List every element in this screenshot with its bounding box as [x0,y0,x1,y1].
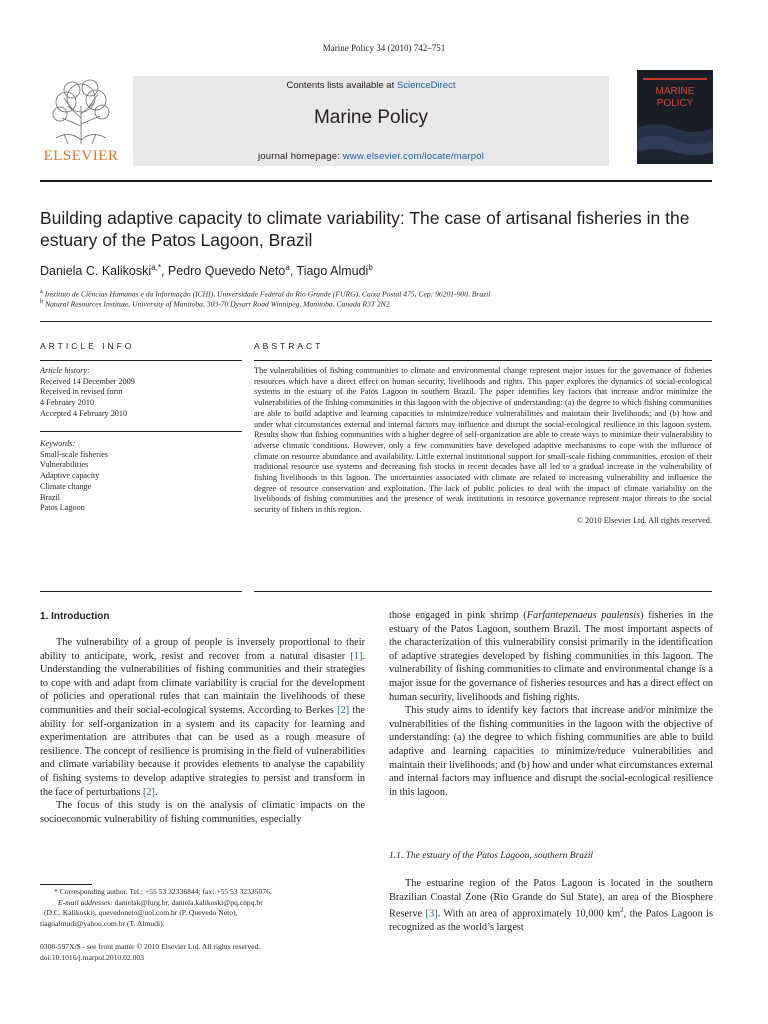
history-item: 4 February 2010 [40,398,95,408]
contents-line [133,80,609,91]
history-item: Received in revised form [40,387,123,397]
keyword: Adaptive capacity [40,471,100,481]
journal-citation: Marine Policy 34 (2010) 742–751 [322,43,446,53]
citation-link[interactable]: [1] [350,650,363,662]
abstract-rule [254,360,712,361]
email-line [40,898,370,909]
author-1: Daniela C. Kalikoski [40,264,152,279]
corresponding-author-mark[interactable]: * [157,263,161,272]
section-heading-introduction: 1. Introduction [40,611,110,622]
affiliation-a-text: Instituto de Ciências Humanas e da Informação (ICHI), Universidade Federal do Rio Grande (FURG), Caixa Postal 475, Cep: 96201-900, Brazil [42,289,491,299]
email-addresses[interactable]: danielak@furg.br, daniela.kalikoski@pq.cnpq.br [112,897,263,907]
author-2: , Pedro Quevedo Neto [160,264,286,279]
keywords-label: Keywords: [40,439,76,448]
sciencedirect-link[interactable]: ScienceDirect [396,80,456,91]
keyword: Small-scale fisheries [40,449,108,459]
abstract-text: The vulnerabilities of fishing communities to climate and environmental change represent major issues for the governance of fisheries resources which have a direct effect on human security, livelihoods and rights. This paper explores the dynamics of social-ecological systems in the estuary of the Patos Lagoon in southern Brazil. The paper identifies key factors that increase and/or minimize the vulnerabilities of the fishing communities in this lagoon with the objective of understanding: (a) the degree to which fishing communities are able to build adaptive and learning capacities to minimize/reduce vulnerabilities and maintain their livelihoods; and (b) how and under what circumstances external and internal factors may influence and disrupt the social-ecological resilience in this lagoon system. Results show that fishing communities with a higher degree of self-organization are able to create ways to minimize their vulnerability to adverse climatic conditions. However, only a few communities have developed adaptive mechanisms to cope with the influence of climate on resource abundance and availability. Little external institutional support for small-scale fishing communities, erosion of their traditional resource use systems and decreasing fish stocks in recent decades have all led to a gradual increase in the vulnerability of fishing livelihoods in this lagoon. The uncertainties associated with climate are related to increasing vulnerability and influence the degree of resource conservation and exploitation. The lack of public policies to deal with the impact of climate variability on the livelihoods of fishing communities and the presence of weak institutions in resource governance represent major threats to the social security of fishers in this region. [254,366,712,515]
intro-paragraph-2: The focus of this study is on the analysis of climatic impacts on the socioeconomic vulnerability of fishing communities, especially [40,800,365,825]
cover-wave-graphic [637,118,713,164]
article-info-rule [40,360,242,361]
text-span: . With an area of approximately 10,000 km [437,908,621,920]
affiliation-b [40,298,712,309]
doi[interactable]: doi:10.1016/j.marpol.2010.02.003 [40,952,144,962]
author-3: , Tiago Almudi [289,264,369,279]
article-info-heading: ARTICLE INFO [40,341,135,351]
text-span: The estuarine region of the Patos Lagoon is located in the southern Brazilian Coastal Zone (Rio Grande do Sul State), an area of the Biosphere Reserve [389,878,713,920]
email-label: E-mail addresses: [58,897,113,907]
corresponding-author-note: * Corresponding author. Tel.: +55 53 32336844; fax: +55 53 32335076. [54,887,272,896]
affiliation-a [40,288,712,299]
cover-title-1: MARINE [655,86,695,97]
citation-link[interactable]: [2] [142,786,155,798]
citation-link[interactable]: [2] [337,704,350,716]
publisher-name: ELSEVIER [43,148,119,164]
text-span: ) fisheries in the estuary of the Patos Lagoon, southern Brazil. The most important aspects of the characterization of this vulnerability consist primarily in the identification of adaptive strategies developed by fishing communities in this lagoon. The vulnerability of fishing communities to climate and environmental change is a major issue for the governance of fisheries resources and has a direct effect on human security, livelihoods and fishing rights. [389,610,714,703]
author-2-affil-mark: a [285,263,290,272]
intro-paragraph-1 [40,636,365,799]
abstract-heading: ABSTRACT [254,341,324,351]
header-rule [40,180,712,182]
left-column [40,636,365,826]
subsection-paragraph-1 [389,877,713,935]
abstract-body [254,366,712,527]
cover-stripe [643,78,707,80]
text-span: . [154,786,158,798]
affiliation-rule [40,321,712,322]
citation-link[interactable]: [3] [425,908,438,920]
text-span: The vulnerability of a group of people is inversely proportional to their ability to anticipate, work, resist and recover from a natural disaster [40,637,365,662]
elsevier-tree-icon [50,78,112,144]
intro-paragraph-4: This study aims to identify key factors that increase and/or minimize the vulnerabilities of the fishing communities in the lagoon with the objective of understanding: (a) the degree to which fishing communities are able to build adaptive and learning capacities to minimize/reduce vulnerabilities and maintain their livelihoods; and (b) how and under what circumstances external and internal factors may influence and disrupt the social-ecological resilience in this lagoon. [389,705,713,798]
abstract-copyright: © 2010 Elsevier Ltd. All rights reserved. [576,515,712,525]
history-item: Received 14 December 2009 [40,376,135,386]
text-span: the ability for self-organization in a system and its capacity for learning and experimentation are attributes that can be used as a rough measure of resilience. The concept of resilience is promising in the field of vulnerabilities and climate variability because it provides elements to analyse the capability of fishing systems to develop adaptive strategies to persist and transform in the face of perturbations [40,704,365,798]
cover-title-2: POLICY [656,98,694,109]
subsection-heading: 1.1. The estuary of the Patos Lagoon, southern Brazil [389,851,593,861]
footnote-rule [40,884,92,885]
author-list [40,263,712,278]
keyword: Climate change [40,481,92,491]
right-column-lower [389,877,713,935]
intro-paragraph-3 [389,609,713,704]
keyword: Brazil [40,492,61,502]
homepage-link[interactable]: www.elsevier.com/locate/marpol [342,151,485,162]
homepage-line [133,151,609,162]
front-matter [40,942,370,963]
affiliation-a-mark: a [40,288,43,295]
journal-cover [637,70,713,164]
author-3-affil-mark: b [368,263,373,272]
email-line-3[interactable]: tiagoalmudi@yahoo.com.br (T. Almudi). [40,918,165,928]
abstract-bottom-rule [254,591,712,592]
affiliation-b-text: Natural Resources Institute, University of Manitoba, 303-70 Dysart Road Winnipeg, Manitoba, Canada R3T 2N2 [43,299,390,309]
homepage-prefix: journal homepage: [257,151,343,162]
article-info-bottom-rule [40,591,242,592]
text-span: those engaged in pink shrimp ( [389,610,527,621]
author-1-affil-mark: a, [151,263,158,272]
article-history [40,366,242,420]
elsevier-logo [40,78,122,166]
email-line-2[interactable]: (D.C. Kalikoski), quevedoneto@uol.com.br (P. Quevedo Neto), [44,908,238,917]
superscript: 2 [620,906,624,915]
article-title: Building adaptive capacity to climate variability: The case of artisanal fisheries in the estuary of the Patos Lagoon, Brazil [40,208,690,250]
text-span: . Understanding the vulnerabilities of fishing communities and their strategies to cope with and adapt from climate variability is crucial for the development of policies and operational rules that can maintain the livelihoods of these communities and their social-ecological systems. According to Berkes [40,650,365,716]
species-name: Farfantepenaeus paulensis [526,610,641,621]
history-item: Accepted 4 February 2010 [40,408,128,418]
right-column [389,609,713,799]
front-matter-note: 0308-597X/$ - see front matter © 2010 Elsevier Ltd. All rights reserved. [40,942,261,951]
history-rule [40,431,242,432]
keyword: Patos Lagoon [40,503,85,513]
footnotes [40,887,370,929]
keyword: Vulnerabilities [40,460,89,470]
text-span: , the Patos Lagoon is recognized as the world’s largest [389,908,713,934]
keywords-block [40,439,242,514]
affiliation-b-mark: b [40,298,44,305]
journal-name: Marine Policy [313,107,429,128]
contents-prefix: Contents lists available at [286,80,397,91]
journal-banner [133,76,609,166]
history-label: Article history: [40,366,90,375]
